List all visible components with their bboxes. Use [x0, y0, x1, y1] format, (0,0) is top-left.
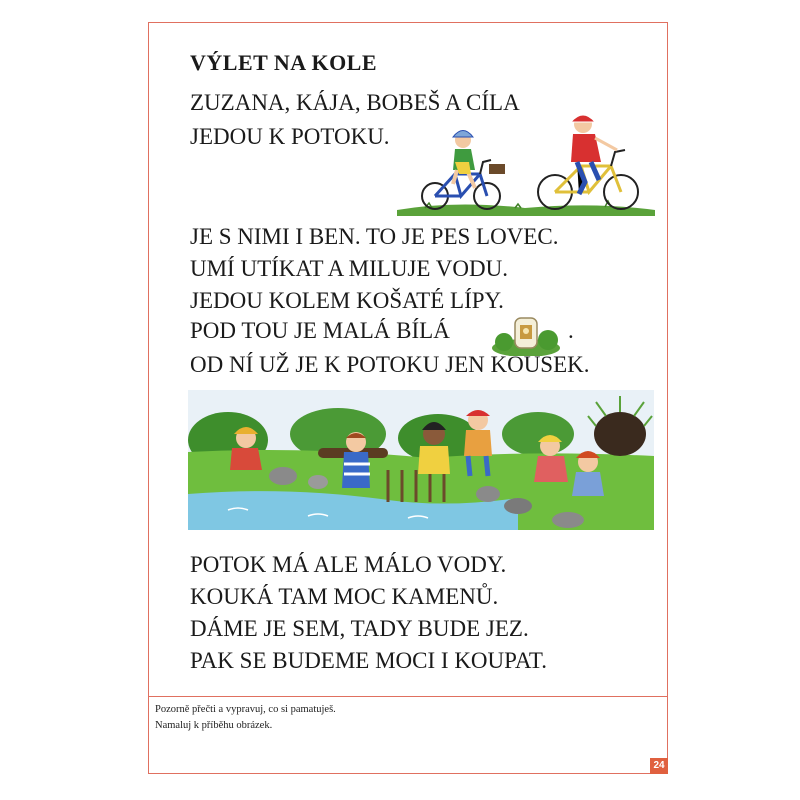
child-boy-log [342, 432, 370, 488]
text-line: POTOK MÁ ALE MÁLO VODY. [190, 552, 507, 577]
text-line: POD TOU JE MALÁ BÍLÁ [190, 318, 450, 343]
text-line: KOUKÁ TAM MOC KAMENŮ. [190, 584, 499, 609]
text-line: ZUZANA, KÁJA, BOBEŠ A CÍLA [190, 90, 520, 115]
text-line: JE S NIMI I BEN. TO JE PES LOVEC. [190, 224, 559, 249]
text-line: DÁME JE SEM, TADY BUDE JEZ. [190, 616, 529, 641]
text-line: JEDOU K POTOKU. [190, 124, 390, 149]
bike-basket [489, 164, 505, 174]
child-girl-left [230, 427, 262, 470]
child-cyclist-right [571, 115, 617, 194]
story-title: VÝLET NA KOLE [190, 50, 378, 75]
footer-divider [148, 696, 668, 697]
child-redhead [572, 451, 604, 496]
shrine-icon [490, 314, 562, 356]
bicycles-illustration [395, 104, 657, 218]
child-cyclist-left [453, 131, 475, 189]
text-line: OD NÍ UŽ JE K POTOKU JEN KOUSEK. [190, 352, 590, 377]
text-line: PAK SE BUDEME MOCI I KOUPAT. [190, 648, 547, 673]
text-line: JEDOU KOLEM KOŠATÉ LÍPY. [190, 288, 504, 313]
page-number-badge: 24 [650, 758, 668, 774]
text-line-end: . [568, 318, 574, 343]
child-dark-hair [418, 422, 450, 474]
text-line: UMÍ UTÍKAT A MILUJE VODU. [190, 256, 508, 281]
instruction-text: Pozorně přečti a vypravuj, co si pamatuješ. [155, 704, 336, 715]
stream-illustration [188, 390, 654, 530]
instruction-text: Namaluj k příběhu obrázek. [155, 720, 273, 731]
